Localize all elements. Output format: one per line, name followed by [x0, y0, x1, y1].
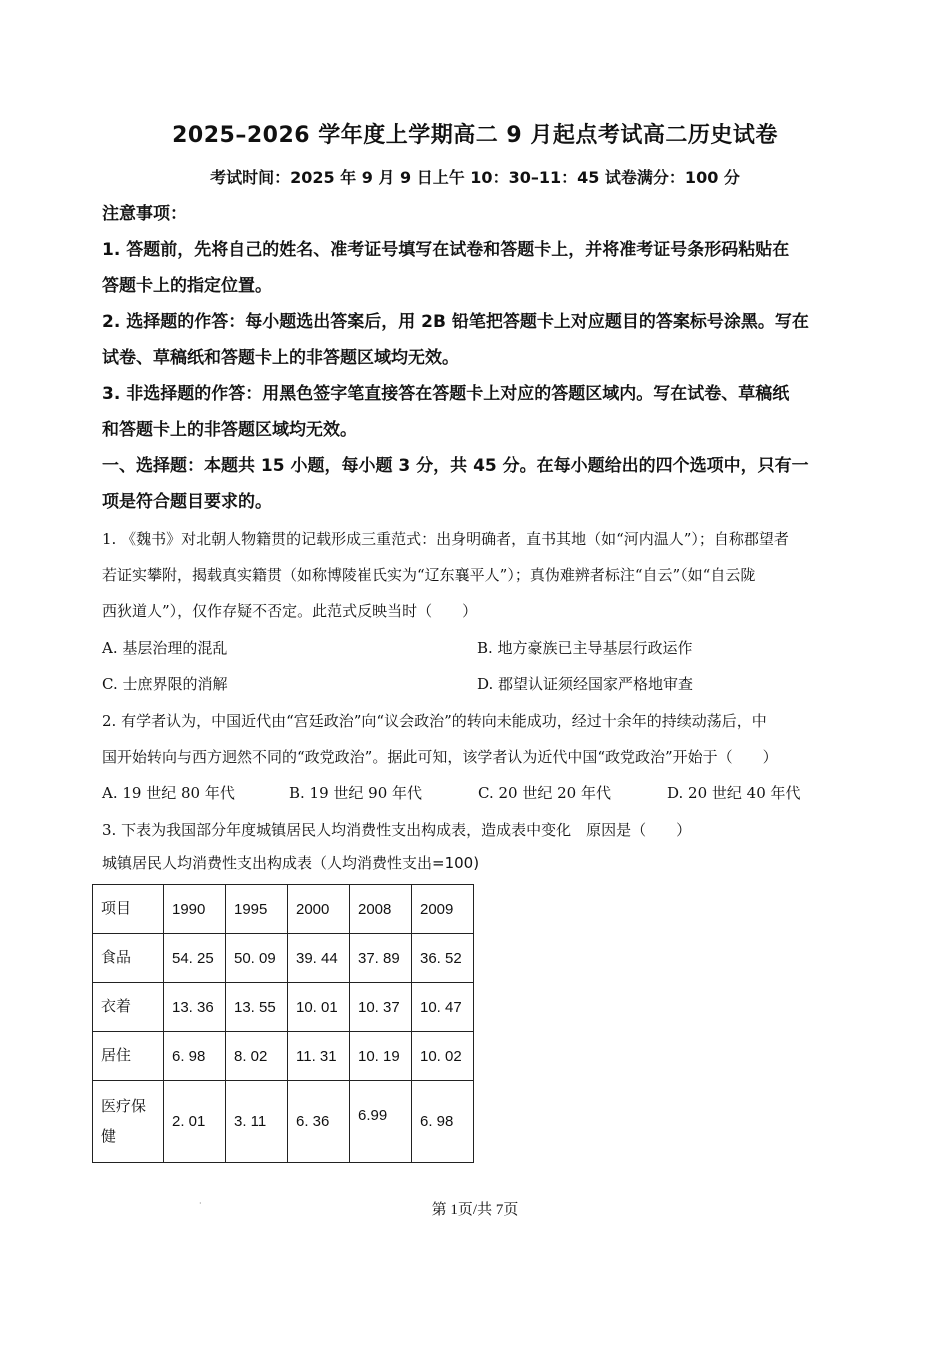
question-2-option-d: D. 20 世纪 40 年代	[667, 784, 801, 802]
table-cell: 36. 52	[412, 934, 474, 983]
question-1-options-row-1	[102, 630, 862, 666]
table-cell: 衣着	[93, 983, 164, 1032]
question-1-option-c: C. 士庶界限的消解	[102, 675, 228, 693]
table-header-cell: 1995	[226, 885, 288, 934]
question-2-line-2: 国开始转向与西方迥然不同的“政党政治”。据此可知，该学者认为近代中国“政党政治”开始于（ ）	[102, 748, 778, 766]
table-row	[93, 983, 474, 1032]
question-3-line-1: 3. 下表为我国部分年度城镇居民人均消费性支出构成表，造成表中变化 原因是（ ）	[102, 821, 692, 839]
notice-item-3-line-1: 3. 非选择题的作答：用黑色签字笔直接答在答题卡上对应的答题区域内。写在试卷、草稿纸	[102, 384, 790, 404]
table-cell: 居住	[93, 1032, 164, 1081]
table-cell: 10. 47	[412, 983, 474, 1032]
question-1-line-2: 若证实攀附，揭载真实籍贯（如称博陵崔氏实为“辽东襄平人”）；真伪难辨者标注“自云”（如“自云陇	[102, 566, 756, 584]
notice-heading: 注意事项：	[102, 204, 187, 224]
table-header-cell: 2000	[288, 885, 350, 934]
table-cell: 10. 37	[350, 983, 412, 1032]
question-3	[102, 812, 862, 848]
notice-item-1-line-1: 1. 答题前，先将自己的姓名、准考证号填写在试卷和答题卡上，并将准考证号条形码粘贴在	[102, 240, 790, 260]
notice-item-1-line-2: 答题卡上的指定位置。	[102, 276, 272, 296]
table-cell: 10. 02	[412, 1032, 474, 1081]
question-2-line-1: 2. 有学者认为，中国近代由“宫廷政治”向“议会政治”的转向未能成功，经过十余年的持续动荡后，中	[102, 712, 767, 730]
section-heading-line-2: 项是符合题目要求的。	[102, 492, 272, 512]
table-cell: 6. 36	[288, 1081, 350, 1163]
table-cell: 3. 11	[226, 1081, 288, 1163]
table-cell: 54. 25	[164, 934, 226, 983]
table-cell: 13. 36	[164, 983, 226, 1032]
table-header-cell: 1990	[164, 885, 226, 934]
question-1-option-b: B. 地方豪族已主导基层行政运作	[477, 639, 693, 657]
table-cell: 8. 02	[226, 1032, 288, 1081]
question-1-line-3: 西狄道人”），仅作存疑不否定。此范式反映当时（ ）	[102, 602, 478, 620]
question-2	[102, 703, 862, 775]
question-2-option-b: B. 19 世纪 90 年代	[289, 784, 423, 802]
question-1-options-row-2	[102, 666, 862, 702]
question-2-option-c: C. 20 世纪 20 年代	[478, 784, 611, 802]
consumption-table	[92, 884, 474, 1163]
table-cell: 10. 19	[350, 1032, 412, 1081]
table-header-cell: 2008	[350, 885, 412, 934]
question-1-option-d: D. 郡望认证须经国家严格地审查	[477, 675, 694, 693]
question-2-option-a: A. 19 世纪 80 年代	[102, 784, 235, 802]
table-cell: 39. 44	[288, 934, 350, 983]
table-cell: 6.99	[350, 1081, 412, 1163]
page-title: 2025–2026 学年度上学期高二 9 月起点考试高二历史试卷	[172, 123, 778, 148]
table-cell: 医疗保健	[93, 1081, 164, 1163]
page-number: 第 1页/共 7页	[431, 1202, 519, 1218]
table-row	[93, 934, 474, 983]
table-cell: 13. 55	[226, 983, 288, 1032]
table-cell: 37. 89	[350, 934, 412, 983]
table-cell: 食品	[93, 934, 164, 983]
notice-item-2-line-1: 2. 选择题的作答：每小题选出答案后，用 2B 铅笔把答题卡上对应题目的答案标号涂黑。写在	[102, 312, 809, 332]
notice-block	[102, 196, 862, 520]
table-header-row	[93, 885, 474, 934]
section-heading-line-1: 一、选择题：本题共 15 小题，每小题 3 分，共 45 分。在每小题给出的四个选项中，只有一	[102, 456, 809, 476]
table-cell: 11. 31	[288, 1032, 350, 1081]
table-row	[93, 1081, 474, 1163]
question-1-line-1: 1. 《魏书》对北朝人物籍贯的记载形成三重范式：出身明确者，直书其地（如“河内温人”）；自称郡望者	[102, 530, 789, 548]
question-1	[102, 521, 862, 629]
exam-time-line: 考试时间：2025 年 9 月 9 日上午 10：30–11：45 试卷满分：100 分	[210, 168, 740, 187]
notice-item-3-line-2: 和答题卡上的非答题区域均无效。	[102, 420, 357, 440]
table-header-cell: 2009	[412, 885, 474, 934]
table-cell: 6. 98	[412, 1081, 474, 1163]
stray-mark: ·	[199, 1199, 202, 1208]
table-header-cell: 项目	[93, 885, 164, 934]
table-cell: 6. 98	[164, 1032, 226, 1081]
table-caption: 城镇居民人均消费性支出构成表（人均消费性支出=100)	[102, 854, 480, 872]
table-cell: 50. 09	[226, 934, 288, 983]
table-cell: 10. 01	[288, 983, 350, 1032]
question-2-options-row	[102, 775, 862, 811]
table-row	[93, 1032, 474, 1081]
table-cell: 2. 01	[164, 1081, 226, 1163]
notice-item-2-line-2: 试卷、草稿纸和答题卡上的非答题区域均无效。	[102, 348, 459, 368]
question-1-option-a: A. 基层治理的混乱	[102, 639, 228, 657]
